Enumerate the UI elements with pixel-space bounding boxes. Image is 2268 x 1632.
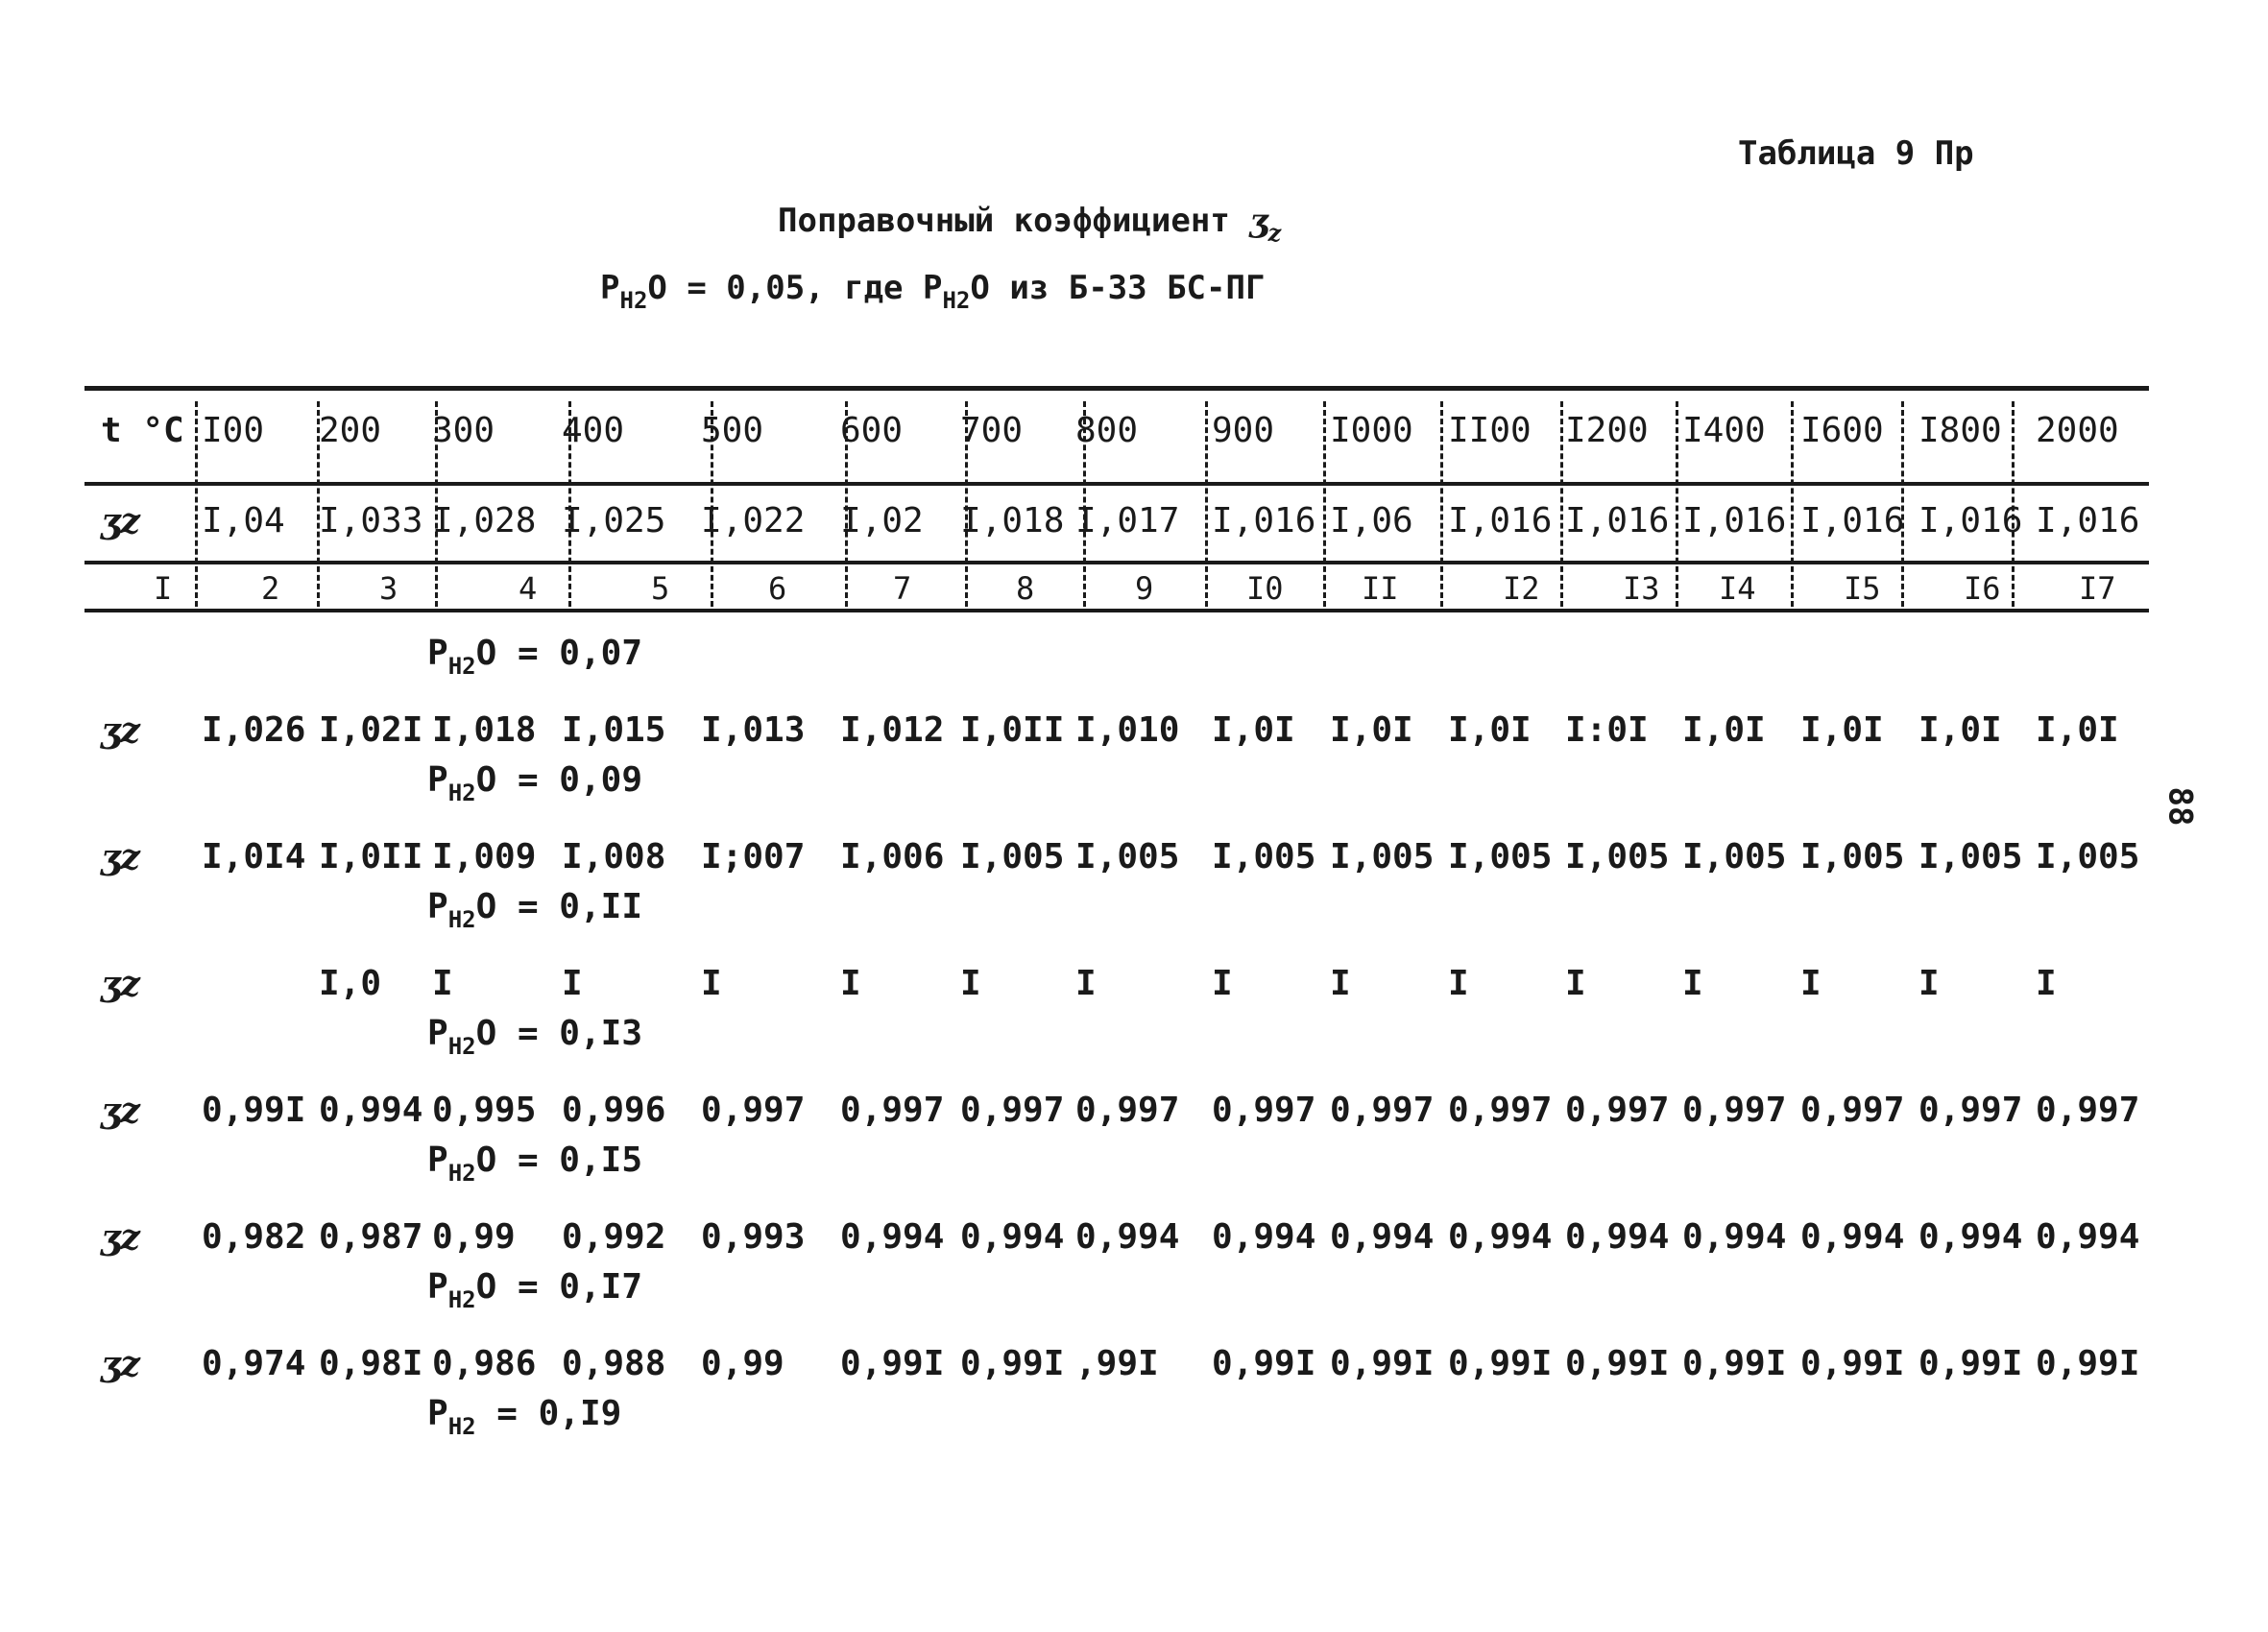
section-value-cell: 0,99I	[960, 1344, 1065, 1383]
section-value-cell: I	[1565, 964, 1586, 1003]
section-value-cell: I,009	[432, 837, 537, 876]
first-row-value-cell: I,016	[1212, 501, 1316, 540]
section-value-cell: I,013	[701, 710, 806, 750]
section-value-cell: 0,982	[202, 1217, 306, 1257]
section-value-cell: 0,997	[1075, 1091, 1180, 1130]
column-separator	[435, 401, 438, 607]
table-top-rule	[84, 386, 2149, 391]
footer-p-subscript	[448, 1413, 476, 1440]
first-row-value-cell: I,06	[1330, 501, 1413, 540]
section-value-cell: 0,99I	[1448, 1344, 1553, 1383]
section-value-cell: 0,99I	[202, 1091, 306, 1130]
section-value-cell: I,010	[1075, 710, 1180, 750]
section-value-cell: 0,997	[1682, 1091, 1787, 1130]
temperature-header-cell: 800	[1075, 411, 1139, 450]
section-value-cell: 0,997	[1565, 1091, 1670, 1130]
section-value-cell: 0,994	[1565, 1217, 1670, 1257]
column-number-cell: 8	[1016, 570, 1035, 607]
temperature-header-cell: I400	[1682, 411, 1766, 450]
footer-value: = 0,I9	[475, 1394, 622, 1433]
title-text: Поправочный коэффициент	[778, 202, 1230, 240]
first-row-value-cell: I,025	[562, 501, 666, 540]
column-separator	[1440, 401, 1443, 607]
section-value-cell: I,005	[1565, 837, 1670, 876]
column-separator	[317, 401, 320, 607]
first-row-value-cell: I,02	[840, 501, 924, 540]
section-value-cell: I,0I4	[202, 837, 306, 876]
section-value-cell: I	[840, 964, 861, 1003]
temperature-header-cell: I00	[202, 411, 265, 450]
column-number-cell: I6	[1964, 570, 2001, 607]
p-subscript	[619, 287, 647, 314]
section-value-cell: 0,994	[1682, 1217, 1787, 1257]
row-label-gamma: ʒz	[101, 964, 140, 1004]
section-value-cell: 0,99	[701, 1344, 784, 1383]
first-row-value-cell: I,016	[1918, 501, 2023, 540]
column-separator	[1676, 401, 1678, 607]
section-value-cell: I,0I	[1212, 710, 1295, 750]
section-value-cell: I,018	[432, 710, 537, 750]
p-letter: P	[600, 269, 620, 307]
p-subscript: H2	[447, 653, 476, 680]
column-number-cell: 4	[519, 570, 538, 607]
first-row-value-cell: I,016	[1448, 501, 1553, 540]
section-value-cell: I;007	[701, 837, 806, 876]
column-number-cell: I4	[1719, 570, 1756, 607]
subtitle-middle: = 0,05, где	[666, 269, 923, 307]
temperature-header-cell: 900	[1212, 411, 1275, 450]
section-value-cell: I	[1800, 964, 1822, 1003]
section-value-cell: I	[701, 964, 722, 1003]
row-label-gamma: ʒz	[101, 1344, 140, 1384]
temperature-header-cell: 700	[960, 411, 1024, 450]
section-value-cell: 0,994	[1448, 1217, 1553, 1257]
p-subscript-2-b: 2	[955, 287, 971, 314]
section-value-cell: 0,99I	[1565, 1344, 1670, 1383]
first-row-value-cell: I,016	[1565, 501, 1670, 540]
first-row-value-cell: I,016	[1800, 501, 1905, 540]
section-value-cell: I	[1448, 964, 1469, 1003]
section-value-cell: I,005	[1682, 837, 1787, 876]
section-value-cell: I,008	[562, 837, 666, 876]
section-value-cell: 0,99I	[840, 1344, 945, 1383]
row-label-gamma: ʒz	[101, 1217, 140, 1258]
section-value-cell: I,005	[1212, 837, 1316, 876]
section-value-cell: 0,996	[562, 1091, 666, 1130]
section-value-cell: I,005	[2036, 837, 2140, 876]
section-value-cell: I	[1682, 964, 1703, 1003]
section-value-cell: I,005	[1075, 837, 1180, 876]
footer-sub-2: 2	[462, 1413, 476, 1440]
section-value-cell: I	[1075, 964, 1097, 1003]
section-value-cell: I,02I	[319, 710, 423, 750]
column-number-cell: 3	[379, 570, 398, 607]
section-value-cell: 0,993	[701, 1217, 806, 1257]
p-subscript-h-b: H	[942, 287, 956, 314]
section-value-cell: 0,994	[1918, 1217, 2023, 1257]
footer-sub-h: H	[447, 1413, 463, 1440]
section-value-cell: I,015	[562, 710, 666, 750]
pressure-label: $P_{H2}O = 0,09$	[427, 760, 642, 806]
p-subscript: H2	[447, 780, 476, 806]
column-separator	[711, 401, 713, 607]
section-value-cell: 0,995	[432, 1091, 537, 1130]
p-o-2: O	[970, 269, 990, 307]
footer-p: P	[427, 1394, 448, 1433]
section-value-cell: I,0	[319, 964, 382, 1003]
section-value-cell: 0,994	[2036, 1217, 2140, 1257]
column-number-cell: I2	[1503, 570, 1540, 607]
section-value-cell: 0,997	[840, 1091, 945, 1130]
column-number-cell: II	[1362, 570, 1399, 607]
section-value-cell: 0,99I	[1918, 1344, 2023, 1383]
column-number-cell: 5	[651, 570, 670, 607]
p-subscript-b	[942, 287, 970, 314]
p-subscript: H2	[447, 1286, 476, 1313]
section-value-cell: I	[1918, 964, 1940, 1003]
section-value-cell: I,012	[840, 710, 945, 750]
temperature-header-cell: I600	[1800, 411, 1884, 450]
column-separator	[965, 401, 968, 607]
section-value-cell: 0,986	[432, 1344, 537, 1383]
first-row-value-cell: I,04	[202, 501, 285, 540]
table-subtitle	[600, 269, 1265, 314]
column-number-cell: I	[154, 570, 173, 607]
section-value-cell: 0,994	[840, 1217, 945, 1257]
pressure-label: $P_{H2}O = 0,I7$	[427, 1267, 642, 1313]
header-bottom-rule	[84, 482, 2149, 486]
section-value-cell: I,005	[1330, 837, 1435, 876]
first-row-value-cell: I,033	[319, 501, 423, 540]
temperature-header-cell: 200	[319, 411, 382, 450]
section-value-cell: 0,994	[319, 1091, 423, 1130]
section-value-cell: 0,99I	[2036, 1344, 2140, 1383]
section-value-cell: I:0I	[1565, 710, 1649, 750]
pressure-label-footer	[427, 1394, 621, 1440]
section-value-cell: 0,987	[319, 1217, 423, 1257]
first-row-value-cell: I,016	[1682, 501, 1787, 540]
p-subscript-2: 2	[633, 287, 648, 314]
column-number-cell: I3	[1623, 570, 1660, 607]
p-subscript: H2	[447, 1160, 476, 1187]
section-value-cell: I	[432, 964, 453, 1003]
section-value-cell: 0,997	[1330, 1091, 1435, 1130]
temperature-header-cell: II00	[1448, 411, 1532, 450]
p-letter-2: P	[922, 269, 943, 307]
section-value-cell: 0,994	[1330, 1217, 1435, 1257]
section-value-cell: 0,99I	[1330, 1344, 1435, 1383]
section-value-cell: 0,994	[1800, 1217, 1905, 1257]
pressure-value: 0,II	[559, 887, 642, 926]
pressure-label: $P_{H2}O = 0,I5$	[427, 1140, 642, 1187]
section-value-cell: 0,974	[202, 1344, 306, 1383]
pressure-value: 0,09	[559, 760, 642, 800]
section-value-cell: 0,997	[1918, 1091, 2023, 1130]
column-separator	[1560, 401, 1563, 607]
first-row-value-cell: I,022	[701, 501, 806, 540]
column-separator	[845, 401, 848, 607]
column-separator	[1083, 401, 1086, 607]
row-label-gamma: ʒz	[101, 501, 140, 541]
section-value-cell: 0,99I	[1800, 1344, 1905, 1383]
section-value-cell: I,0I	[1682, 710, 1766, 750]
p-subscript: H2	[447, 906, 476, 933]
gamma-symbol: ʒ	[1249, 202, 1268, 240]
section-value-cell: I,0I	[1330, 710, 1413, 750]
table-title	[778, 202, 1281, 247]
section-value-cell: ,99I	[1075, 1344, 1159, 1383]
column-separator	[1323, 401, 1326, 607]
row-label-gamma: ʒz	[101, 710, 140, 751]
temperature-header-cell: I000	[1330, 411, 1413, 450]
first-row-value-cell: I,016	[2036, 501, 2140, 540]
gamma-symbol-subscript: z	[1267, 219, 1282, 247]
column-number-cell: I0	[1246, 570, 1284, 607]
column-separator	[1205, 401, 1208, 607]
column-separator	[1901, 401, 1904, 607]
p-o: O	[647, 269, 667, 307]
section-value-cell: 0,99I	[1212, 1344, 1316, 1383]
section-value-cell: I	[960, 964, 981, 1003]
section-value-cell: I,005	[960, 837, 1065, 876]
section-value-cell: I,0II	[319, 837, 423, 876]
section-value-cell: I,0I	[1448, 710, 1532, 750]
p-subscript-h: H	[619, 287, 634, 314]
section-value-cell: I,006	[840, 837, 945, 876]
section-value-cell: I	[562, 964, 583, 1003]
temperature-header-cell: 500	[701, 411, 764, 450]
column-number-cell: 9	[1135, 570, 1154, 607]
row-label-gamma: ʒz	[101, 1091, 140, 1131]
section-value-cell: I	[2036, 964, 2057, 1003]
section-value-cell: 0,994	[960, 1217, 1065, 1257]
section-value-cell: I,005	[1800, 837, 1905, 876]
section-value-cell: I,0I	[1918, 710, 2002, 750]
first-row-bottom-rule	[84, 561, 2149, 564]
page-side-mark: 88	[2160, 786, 2200, 827]
section-value-cell: 0,997	[701, 1091, 806, 1130]
pressure-value: 0,I3	[559, 1014, 642, 1053]
temperature-header-cell: I800	[1918, 411, 2002, 450]
pressure-value: 0,07	[559, 634, 642, 673]
temperature-header-cell: 300	[432, 411, 495, 450]
section-value-cell: 0,994	[1212, 1217, 1316, 1257]
column-separator	[195, 401, 198, 607]
section-value-cell: I	[1212, 964, 1233, 1003]
column-separator	[2012, 401, 2015, 607]
pressure-label: $P_{H2}O = 0,II$	[427, 887, 642, 933]
section-value-cell: 0,997	[1800, 1091, 1905, 1130]
column-number-cell: I7	[2079, 570, 2116, 607]
column-separator	[1791, 401, 1794, 607]
header-label-t: t °C	[101, 411, 184, 450]
subtitle-tail: из Б-33 БС-ПГ	[989, 269, 1266, 307]
column-separator	[568, 401, 571, 607]
first-row-value-cell: I,017	[1075, 501, 1180, 540]
section-value-cell: 0,997	[2036, 1091, 2140, 1130]
section-value-cell: 0,992	[562, 1217, 666, 1257]
section-value-cell: I,0I	[2036, 710, 2119, 750]
pressure-label: $P_{H2}O = 0,I3$	[427, 1014, 642, 1060]
first-row-value-cell: I,028	[432, 501, 537, 540]
section-value-cell: 0,99I	[1682, 1344, 1787, 1383]
column-number-cell: 2	[261, 570, 280, 607]
section-value-cell: I,005	[1918, 837, 2023, 876]
column-number-cell: 6	[768, 570, 787, 607]
section-value-cell: 0,997	[1212, 1091, 1316, 1130]
column-number-cell: I5	[1844, 570, 1881, 607]
pressure-label: $P_{H2}O = 0,07$	[427, 634, 642, 680]
row-label-gamma: ʒz	[101, 837, 140, 877]
section-value-cell: I	[1330, 964, 1351, 1003]
section-value-cell: 0,99	[432, 1217, 516, 1257]
index-row-bottom-rule	[84, 609, 2149, 612]
temperature-header-cell: 400	[562, 411, 625, 450]
section-value-cell: I,026	[202, 710, 306, 750]
first-row-value-cell: I,018	[960, 501, 1065, 540]
section-value-cell: 0,997	[1448, 1091, 1553, 1130]
section-value-cell: 0,997	[960, 1091, 1065, 1130]
table-label: Таблица 9 Пр	[1738, 134, 1974, 173]
pressure-value: 0,I5	[559, 1140, 642, 1180]
temperature-header-cell: 600	[840, 411, 904, 450]
section-value-cell: 0,98I	[319, 1344, 423, 1383]
column-number-cell: 7	[893, 570, 912, 607]
section-value-cell: 0,988	[562, 1344, 666, 1383]
temperature-header-cell: I200	[1565, 411, 1649, 450]
section-value-cell: 0,994	[1075, 1217, 1180, 1257]
section-value-cell: I,0I	[1800, 710, 1884, 750]
section-value-cell: I,005	[1448, 837, 1553, 876]
p-subscript: H2	[447, 1033, 476, 1060]
temperature-header-cell: 2000	[2036, 411, 2119, 450]
pressure-value: 0,I7	[559, 1267, 642, 1307]
section-value-cell: I,0II	[960, 710, 1065, 750]
